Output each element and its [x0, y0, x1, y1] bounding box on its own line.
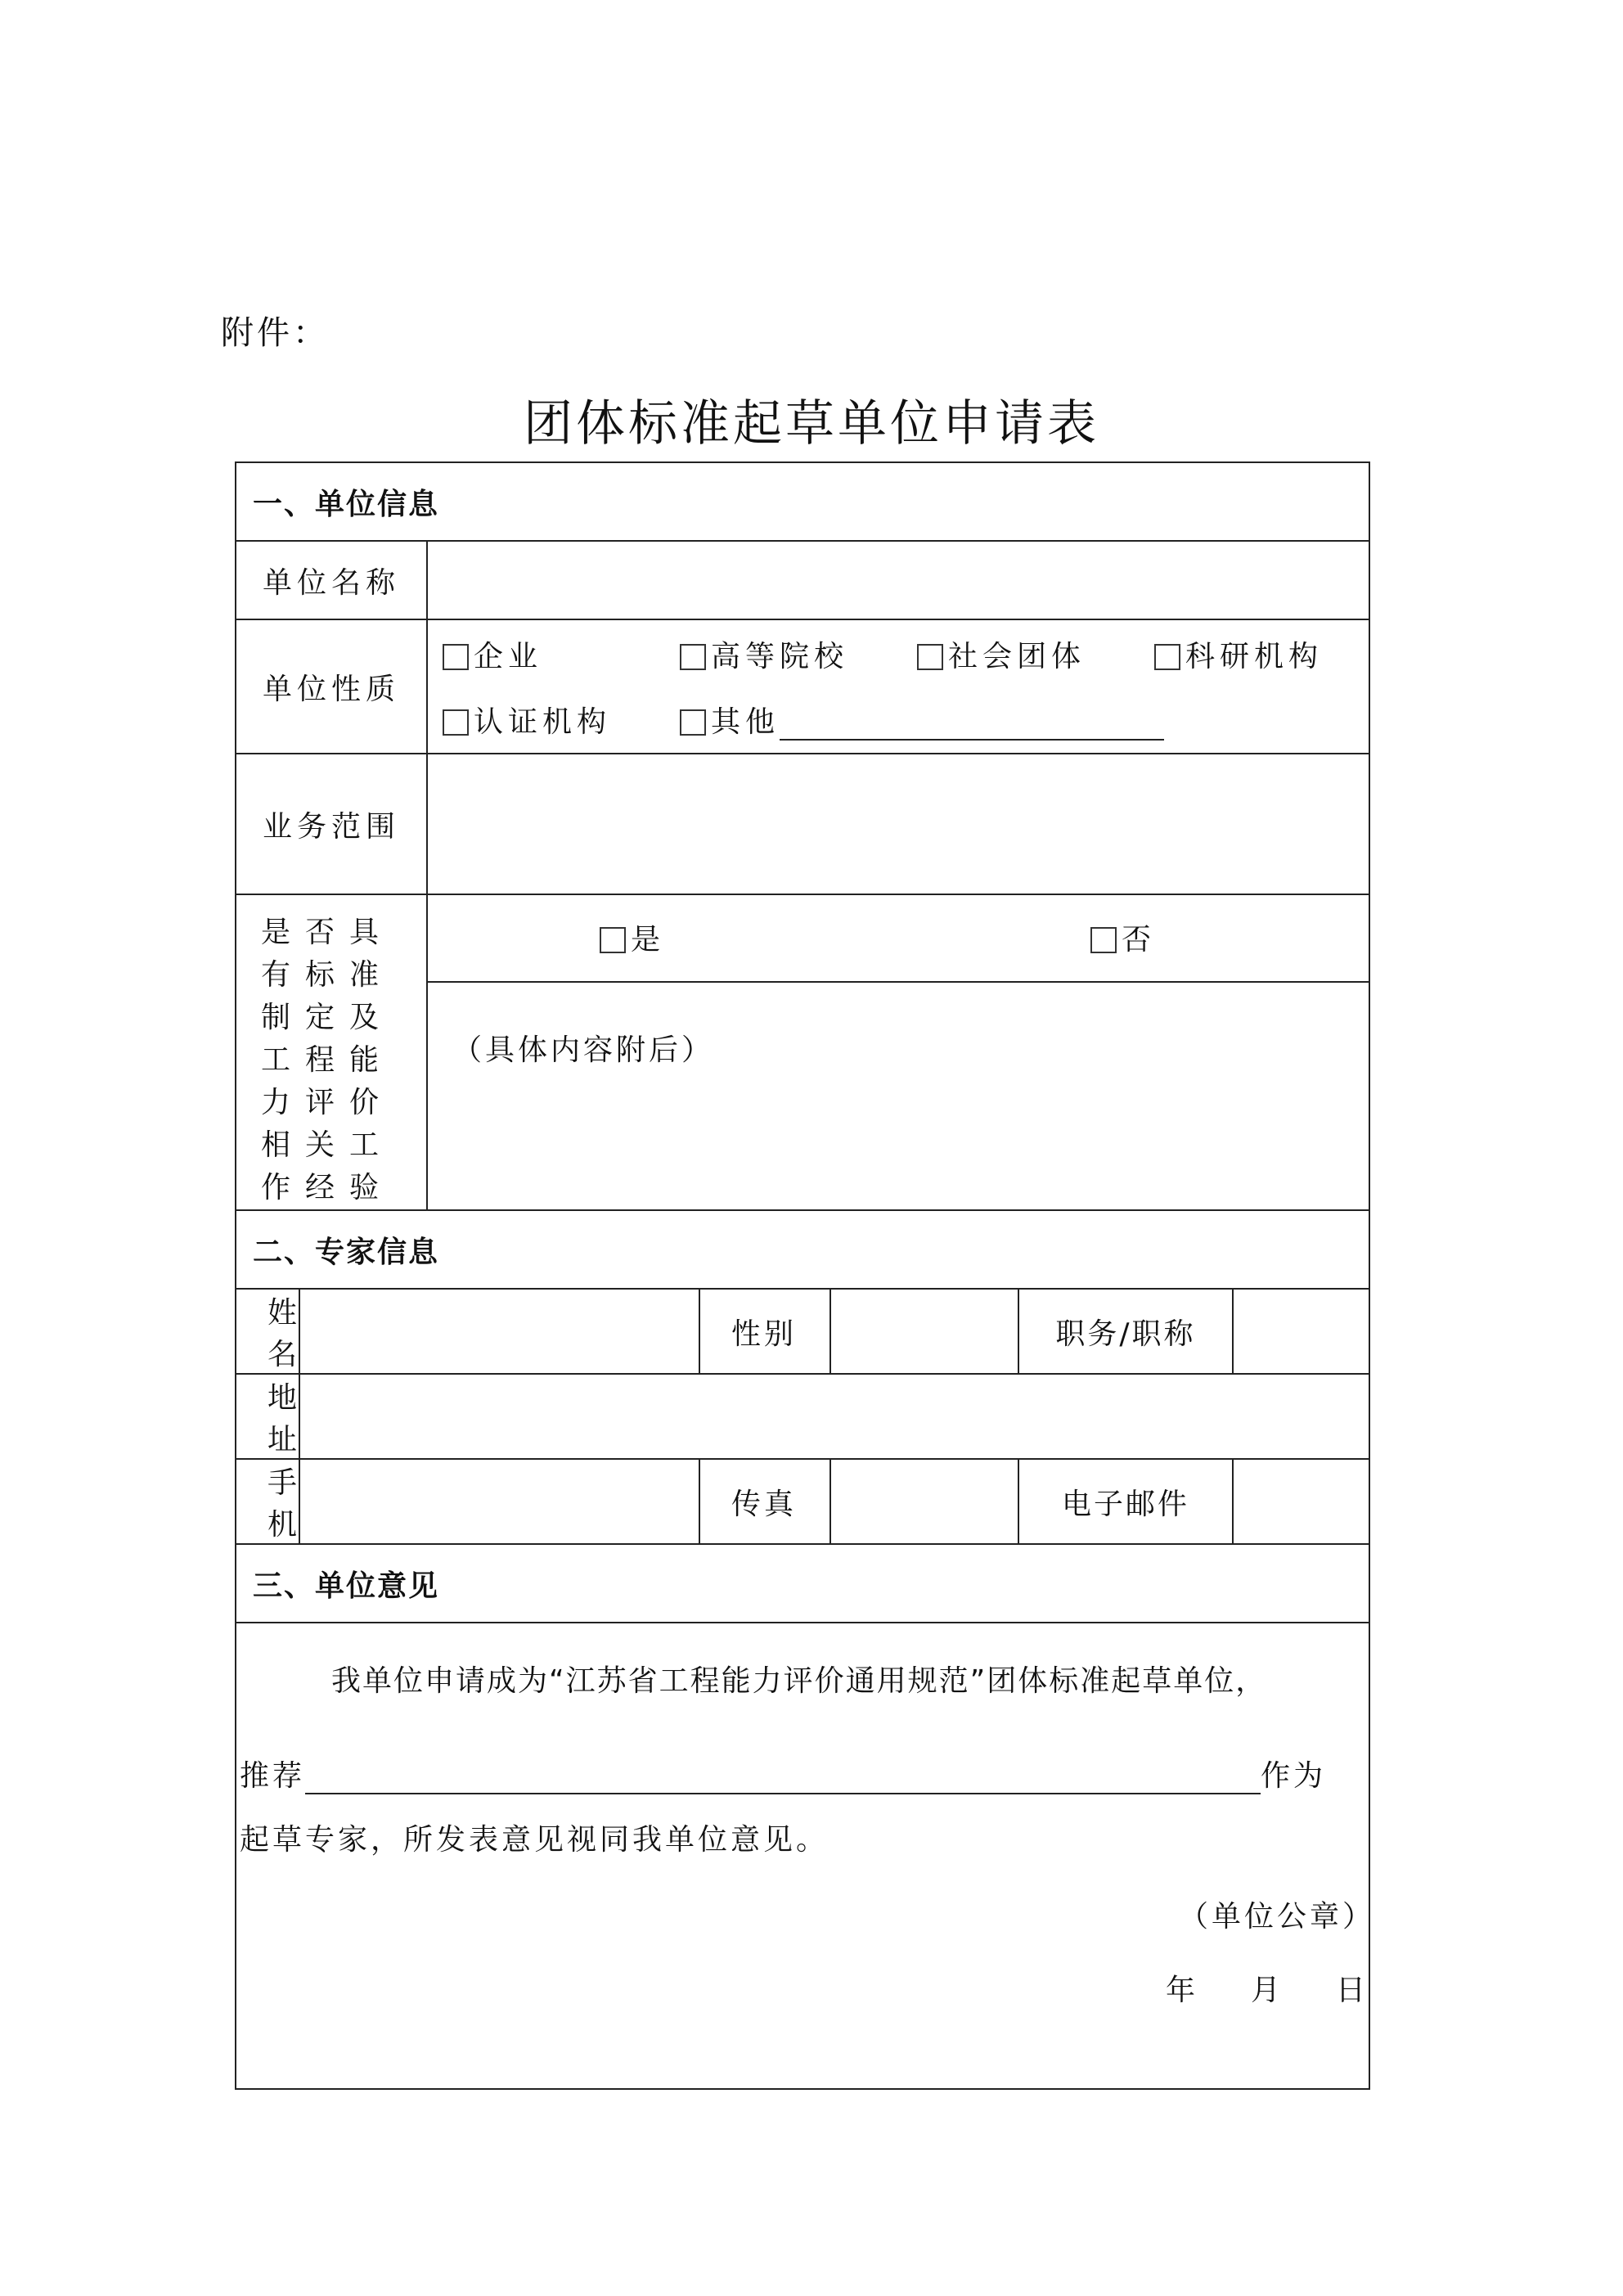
option-label: 否 — [1122, 923, 1155, 957]
expert-email-label: 电子邮件 — [1018, 1459, 1233, 1544]
unit-nature-label: 单位性质 — [236, 619, 427, 754]
unit-name-label: 单位名称 — [236, 541, 427, 619]
option-university[interactable] — [680, 633, 917, 675]
form-title: 团体标准起草单位申请表 — [524, 395, 1099, 452]
expert-fax-label: 传真 — [699, 1459, 830, 1544]
experience-yes-no — [427, 894, 1369, 982]
expert-phone-field[interactable] — [299, 1459, 699, 1544]
checkbox-icon[interactable] — [600, 927, 626, 953]
option-label: 社会团体 — [948, 639, 1086, 673]
option-label: 认证机构 — [474, 705, 612, 739]
option-no[interactable] — [1090, 916, 1154, 958]
checkbox-icon[interactable] — [1090, 927, 1117, 953]
date-year: 年 — [1166, 1974, 1199, 2007]
date-day: 日 — [1336, 1974, 1369, 2007]
option-label: 高等院校 — [711, 639, 849, 673]
option-label: 科研机构 — [1185, 639, 1324, 673]
application-form-table — [235, 461, 1376, 2090]
option-social-group[interactable] — [917, 633, 1154, 675]
option-certification-body[interactable] — [443, 699, 680, 741]
expert-phone-label: 手机 — [236, 1459, 299, 1544]
experience-label: 是否具有标准制定及工程能力评价相关工作经验 — [236, 894, 427, 1210]
option-label: 其他 — [711, 705, 780, 739]
checkbox-icon[interactable] — [917, 644, 943, 670]
checkbox-icon[interactable] — [1154, 644, 1180, 670]
official-seal-label: （单位公章） — [1179, 1900, 1376, 1934]
checkbox-icon[interactable] — [680, 644, 706, 670]
option-yes[interactable] — [600, 916, 663, 958]
experience-note[interactable]: （具体内容附后） — [427, 982, 1369, 1210]
date-month: 月 — [1251, 1974, 1284, 2007]
recommend-fill-line[interactable] — [305, 1760, 1261, 1794]
expert-title-field[interactable] — [1233, 1289, 1369, 1374]
unit-nature-options — [427, 619, 1369, 754]
expert-email-field[interactable] — [1233, 1459, 1369, 1544]
opinion-line-2 — [240, 1753, 1326, 1794]
option-label: 企业 — [474, 639, 543, 673]
expert-address-field[interactable] — [299, 1374, 1369, 1459]
checkbox-icon[interactable] — [443, 644, 469, 670]
business-scope-label: 业务范围 — [236, 754, 427, 894]
expert-name-label: 姓名 — [236, 1289, 299, 1374]
expert-fax-field[interactable] — [830, 1459, 1018, 1544]
option-research-institute[interactable] — [1154, 633, 1334, 675]
date-line — [1166, 1967, 1369, 2009]
unit-opinion — [236, 1623, 1376, 2089]
business-scope-field[interactable] — [427, 754, 1369, 894]
section2-heading: 二、专家信息 — [236, 1210, 1369, 1289]
attachment-label: 附件： — [221, 314, 329, 352]
expert-name-field[interactable] — [299, 1289, 699, 1374]
option-label: 是 — [631, 923, 664, 957]
section3-heading: 三、单位意见 — [236, 1544, 1369, 1623]
expert-gender-label: 性别 — [699, 1289, 830, 1374]
recommend-prefix: 推荐 — [240, 1759, 306, 1793]
expert-gender-field[interactable] — [830, 1289, 1018, 1374]
checkbox-icon[interactable] — [680, 709, 706, 736]
recommend-suffix: 作为 — [1261, 1759, 1327, 1793]
checkbox-icon[interactable] — [443, 709, 469, 736]
expert-address-label: 地址 — [236, 1374, 299, 1459]
opinion-line-1: 我单位申请成为“江苏省工程能力评价通用规范”团体标准起草单位， — [331, 1664, 1267, 1698]
other-fill-line[interactable] — [780, 708, 1164, 741]
expert-title-label: 职务/职称 — [1018, 1289, 1233, 1374]
section1-heading: 一、单位信息 — [236, 462, 1369, 541]
opinion-line-3: 起草专家，所发表意见视同我单位意见。 — [240, 1823, 829, 1857]
option-enterprise[interactable] — [443, 633, 680, 675]
unit-name-field[interactable] — [427, 541, 1369, 619]
option-other[interactable] — [680, 699, 1164, 741]
